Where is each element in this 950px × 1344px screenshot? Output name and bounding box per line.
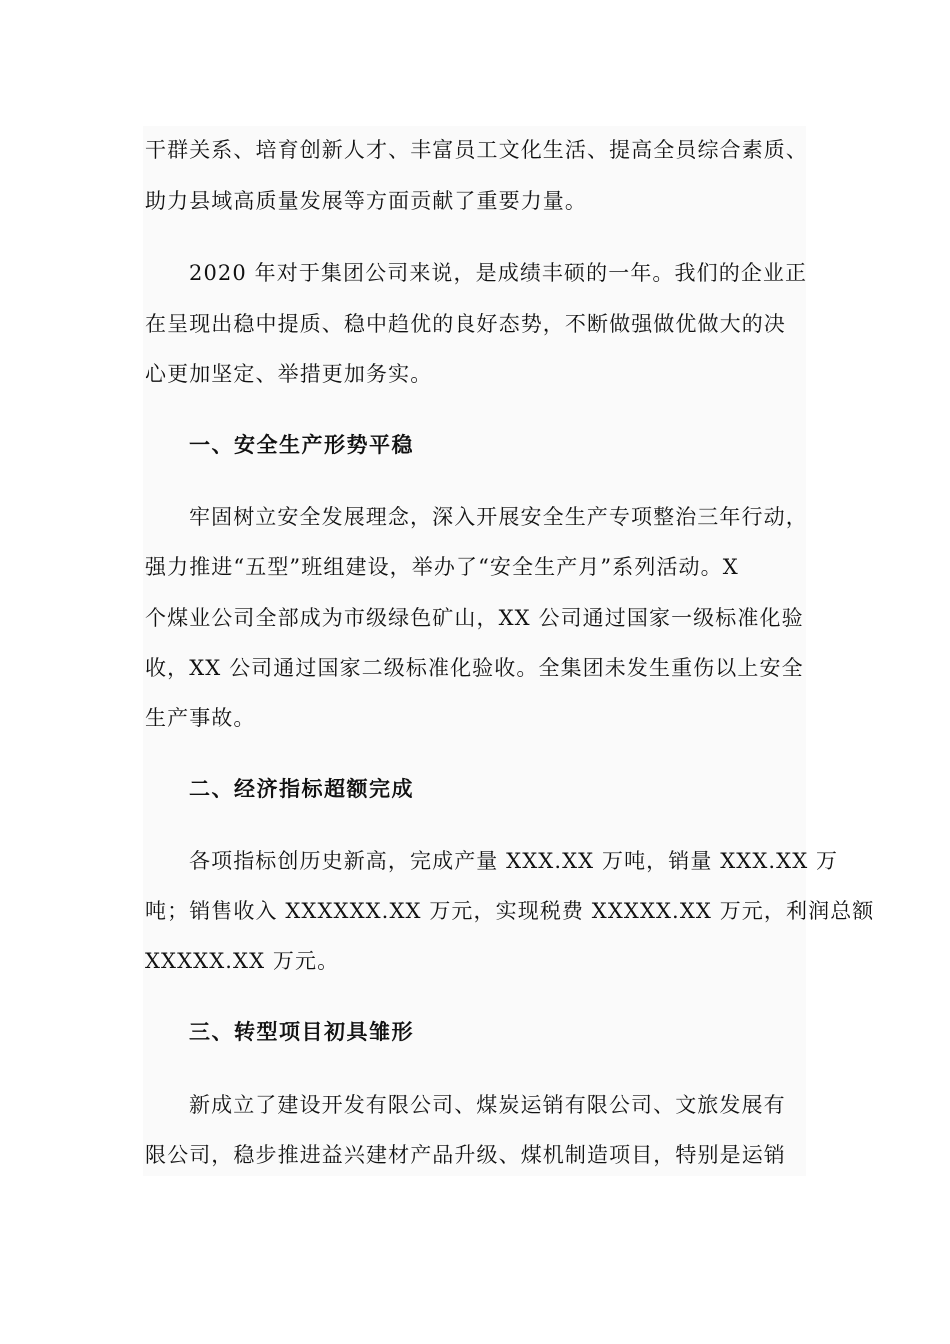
paragraph-line: 生产事故。 [145, 706, 256, 730]
paragraph-line: 2020 年对于集团公司来说，是成绩丰硕的一年。我们的企业正 [189, 261, 808, 285]
paragraph-line: 吨；销售收入 XXXXXX.XX 万元，实现税费 XXXXX.XX 万元，利润总额 [145, 899, 875, 923]
document-page [143, 126, 875, 1176]
section-heading: 二、经济指标超额完成 [189, 776, 414, 801]
paragraph-line: XXXXX.XX 万元。 [145, 949, 340, 973]
paragraph-line: 心更加坚定、举措更加务实。 [145, 362, 433, 386]
paragraph-line: 牢固树立安全发展理念，深入开展安全生产专项整治三年行动， [189, 505, 808, 529]
section-heading: 三、转型项目初具雏形 [189, 1019, 414, 1044]
section-heading: 一、安全生产形势平稳 [189, 432, 414, 457]
paragraph-line: 助力县域高质量发展等方面贡献了重要力量。 [145, 189, 587, 213]
paragraph-line: 在呈现出稳中提质、稳中趋优的良好态势，不断做强做优做大的决 [145, 312, 786, 336]
paragraph-line: 限公司，稳步推进益兴建材产品升级、煤机制造项目，特别是运销 [145, 1143, 786, 1167]
paragraph-line: 个煤业公司全部成为市级绿色矿山，XX 公司通过国家一级标准化验 [145, 606, 804, 630]
paragraph-line: 干群关系、培育创新人才、丰富员工文化生活、提高全员综合素质、 [145, 138, 808, 162]
paragraph-line: 强力推进“五型”班组建设，举办了“安全生产月”系列活动。X [145, 555, 739, 579]
paragraph-line: 新成立了建设开发有限公司、煤炭运销有限公司、文旅发展有 [189, 1093, 786, 1117]
paragraph-line: 各项指标创历史新高，完成产量 XXX.XX 万吨，销量 XXX.XX 万 [189, 849, 839, 873]
paragraph-line: 收，XX 公司通过国家二级标准化验收。全集团未发生重伤以上安全 [145, 656, 804, 680]
